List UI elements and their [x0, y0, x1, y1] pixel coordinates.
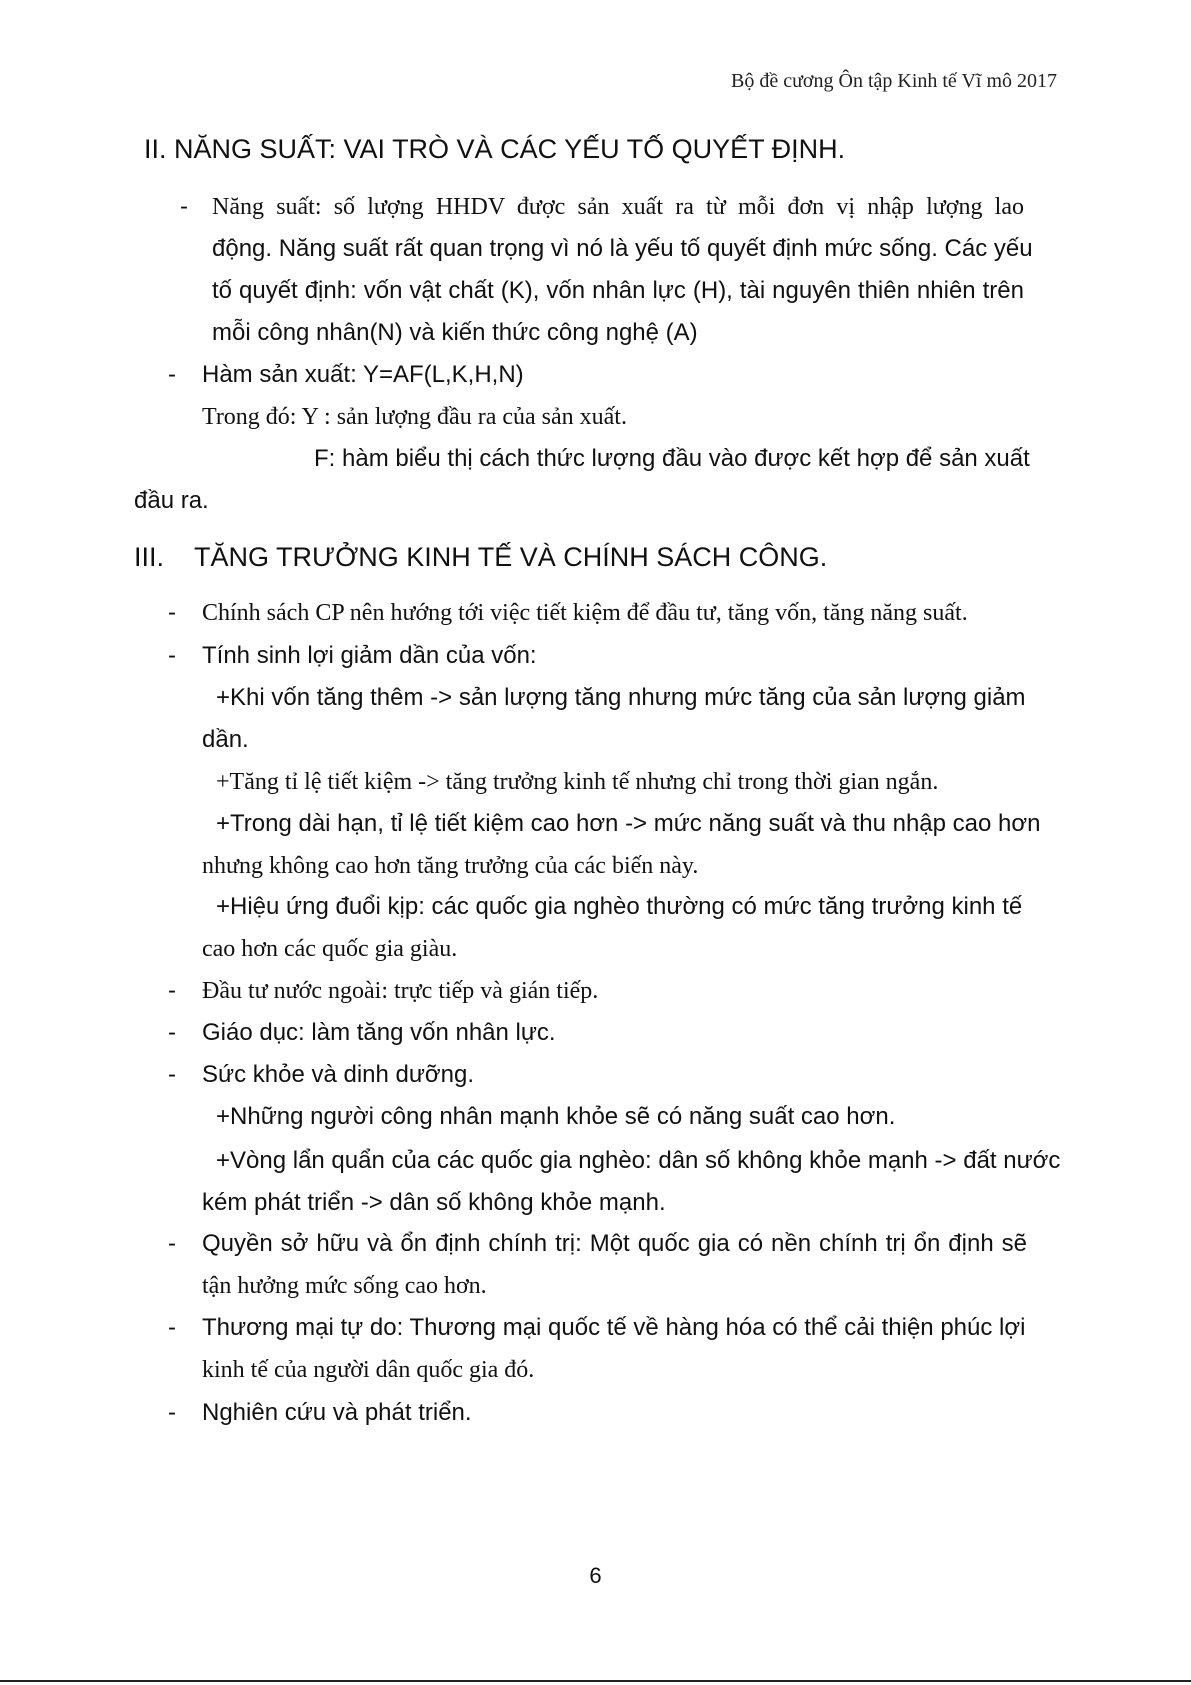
section-heading-iii: TĂNG TRƯỞNG KINH TẾ VÀ CHÍNH SÁCH CÔNG.: [194, 542, 828, 572]
policy-line: Chính sách CP nên hướng tới việc tiết kiệm để đầu tư, tăng vốn, tăng năng suất.: [202, 600, 968, 626]
productivity-line-1: Năng suất: số lượng HHDV được sản xuất ra từ mỗi đơn vị nhập lượng lao: [212, 194, 1024, 220]
production-function-f: F: hàm biểu thị cách thức lượng đầu vào được kết hợp để sản xuất: [314, 445, 1030, 472]
education: Giáo dục: làm tăng vốn nhân lực.: [202, 1019, 556, 1046]
running-header: Bộ đề cương Ôn tập Kinh tế Vĩ mô 2017: [730, 70, 1057, 92]
bullet-dash: -: [168, 1399, 176, 1426]
health-1: +Những người công nhân mạnh khỏe sẽ có năng suất cao hơn.: [216, 1103, 896, 1130]
health-2b: kém phát triển -> dân số không khỏe mạnh.: [202, 1189, 666, 1216]
bullet-dash: -: [168, 361, 176, 388]
diminishing-returns-1b: dần.: [202, 726, 249, 753]
property-rights-1: Quyền sở hữu và ổn định chính trị: Một quốc gia có nền chính trị ổn định sẽ: [202, 1230, 1027, 1257]
diminishing-returns-2: +Tăng tỉ lệ tiết kiệm -> tăng trưởng kinh tế nhưng chỉ trong thời gian ngắn.: [216, 769, 939, 795]
catch-up-effect-b: cao hơn các quốc gia giàu.: [202, 936, 458, 962]
production-function-f-cont: đầu ra.: [134, 487, 209, 514]
bullet-dash: -: [168, 1019, 176, 1046]
bullet-dash: -: [168, 1230, 176, 1257]
health-title: Sức khỏe và dinh dưỡng.: [202, 1061, 475, 1088]
research-development: Nghiên cứu và phát triển.: [202, 1399, 472, 1426]
bullet-dash: -: [168, 599, 176, 626]
catch-up-effect-a: +Hiệu ứng đuổi kịp: các quốc gia nghèo thường có mức tăng trưởng kinh tế: [216, 893, 1023, 920]
free-trade-2: kinh tế của người dân quốc gia đó.: [202, 1357, 535, 1383]
foreign-investment: Đầu tư nước ngoài: trực tiếp và gián tiếp.: [202, 978, 599, 1004]
property-rights-2: tận hưởng mức sống cao hơn.: [202, 1273, 487, 1299]
diminishing-returns-1a: +Khi vốn tăng thêm -> sản lượng tăng nhưng mức tăng của sản lượng giảm: [216, 684, 1026, 711]
section-heading-iii-number: III.: [134, 542, 165, 572]
bottom-divider: [0, 1680, 1191, 1682]
page-number: 6: [589, 1563, 602, 1588]
production-function-y: Trong đó: Y : sản lượng đầu ra của sản xuất.: [202, 404, 627, 430]
diminishing-returns-3a: +Trong dài hạn, tỉ lệ tiết kiệm cao hơn -> mức năng suất và thu nhập cao hơn: [216, 810, 1041, 837]
bullet-dash: -: [168, 1314, 176, 1341]
diminishing-returns-title: Tính sinh lợi giảm dần của vốn:: [202, 642, 537, 669]
productivity-line-2: động. Năng suất rất quan trọng vì nó là yếu tố quyết định mức sống. Các yếu: [212, 235, 1033, 262]
productivity-line-4: mỗi công nhân(N) và kiến thức công nghệ (A): [212, 319, 698, 346]
bullet-dash: -: [168, 642, 176, 669]
productivity-line-3: tố quyết định: vốn vật chất (K), vốn nhân lực (H), tài nguyên thiên nhiên trên: [212, 277, 1024, 304]
bullet-dash: -: [168, 1061, 176, 1088]
diminishing-returns-3b: nhưng không cao hơn tăng trưởng của các biến này.: [202, 853, 699, 879]
free-trade-1: Thương mại tự do: Thương mại quốc tế về hàng hóa có thể cải thiện phúc lợi: [202, 1314, 1026, 1341]
health-2a: +Vòng lẩn quẩn của các quốc gia nghèo: dân số không khỏe mạnh -> đất nước: [216, 1147, 1061, 1174]
bullet-dash: -: [180, 193, 188, 220]
bullet-dash: -: [168, 977, 176, 1004]
production-function: Hàm sản xuất: Y=AF(L,K,H,N): [202, 361, 524, 388]
section-heading-ii: II. NĂNG SUẤT: VAI TRÒ VÀ CÁC YẾU TỐ QUYẾT ĐỊNH.: [144, 134, 846, 164]
